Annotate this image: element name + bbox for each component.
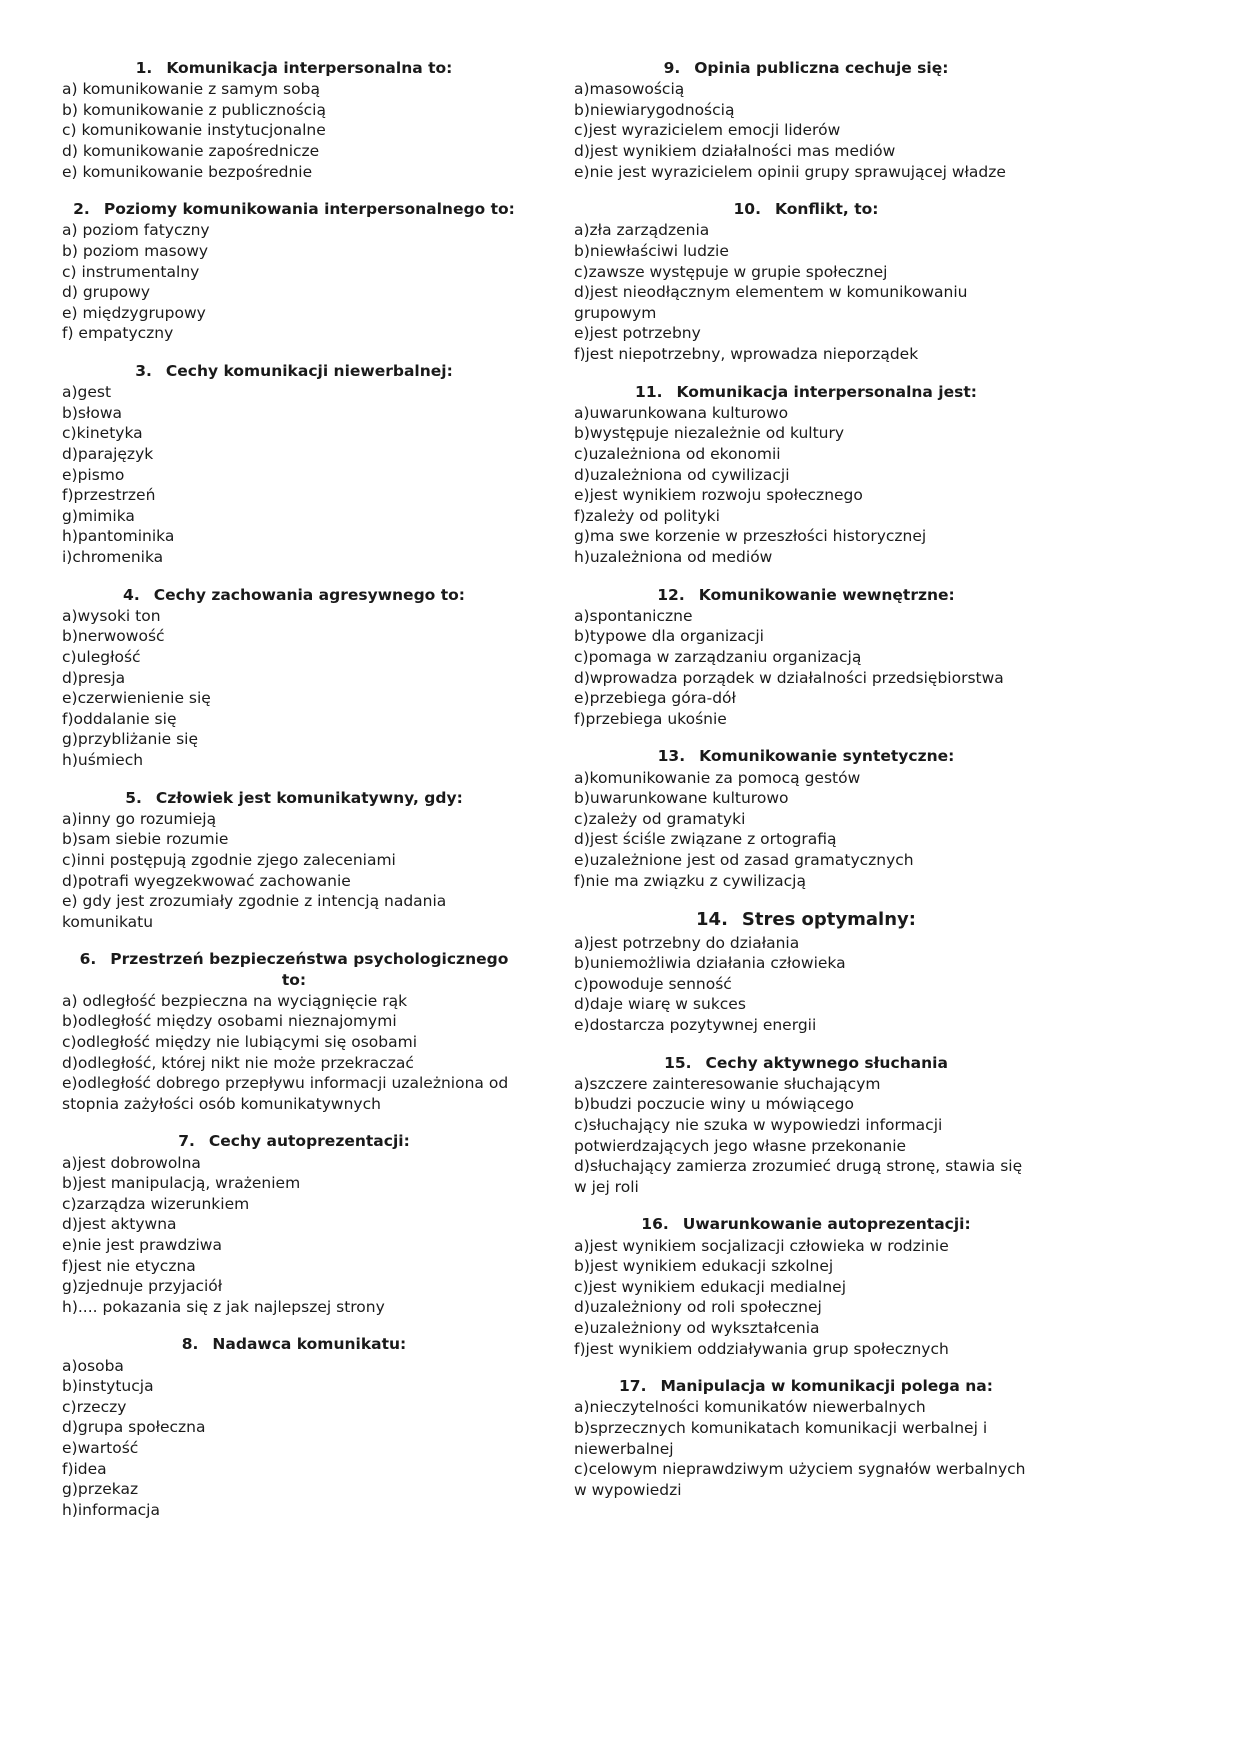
answer-option: a) odległość bezpieczna na wyciągnięcie rąk <box>62 991 408 1010</box>
question-title <box>62 361 526 381</box>
question-number: 3. <box>135 361 152 380</box>
answer-option: d)odległość, której nikt nie może przekraczać <box>62 1053 414 1072</box>
answer-option: c)jest wyrazicielem emocji liderów <box>574 121 841 140</box>
answer-option: a)osoba <box>62 1356 124 1375</box>
question-number: 6. <box>79 950 97 969</box>
answer-option: d)uzależniona od cywilizacji <box>574 465 790 484</box>
answer-option: b)niewłaściwi ludzie <box>574 241 729 260</box>
question-title <box>62 788 526 808</box>
answer-option: f)przestrzeń <box>62 486 156 505</box>
answer-option: c) instrumentalny <box>62 262 200 281</box>
answer-option: i)chromenika <box>62 548 164 566</box>
question-number: 1. <box>135 59 153 77</box>
question-text: Komunikacja interpersonalna jest: <box>676 382 977 401</box>
question-title <box>574 585 1038 605</box>
question-title <box>574 382 1038 402</box>
question-title <box>574 199 1038 219</box>
answer-option: b)sam siebie rozumie <box>62 830 229 849</box>
question-block <box>62 585 526 771</box>
question-block <box>574 382 1038 568</box>
answer-option: a)nieczytelności komunikatów niewerbalnych <box>574 1398 926 1417</box>
question-number: 15. <box>664 1053 692 1072</box>
answer-option: a)masowością <box>574 80 685 99</box>
answer-option: d)jest aktywna <box>62 1215 177 1234</box>
question-block <box>574 1053 1038 1198</box>
question-number: 2. <box>73 200 90 219</box>
answer-option: d) grupowy <box>62 283 151 302</box>
question-title <box>62 58 526 78</box>
question-text: Cechy komunikacji niewerbalnej: <box>165 361 453 380</box>
question-block <box>62 949 526 1114</box>
answer-option: e)uzależniony od wykształcenia <box>574 1319 820 1338</box>
answer-option: e)dostarcza pozytywnej energii <box>574 1016 817 1035</box>
answer-option: g)ma swe korzenie w przeszłości historycznej <box>574 527 927 546</box>
question-title <box>62 1131 526 1151</box>
question-number: 12. <box>657 585 685 604</box>
answer-option: e)wartość <box>62 1438 139 1457</box>
answer-option: d)uzależniony od roli społecznej <box>574 1298 822 1317</box>
answer-option: a)wysoki ton <box>62 606 161 625</box>
answer-option: c)słuchający nie szuka w wypowiedzi informacji potwierdzających jego własne przekonanie <box>574 1116 943 1155</box>
left-column <box>62 58 526 1537</box>
question-block <box>574 199 1038 364</box>
answer-option: a)uwarunkowana kulturowo <box>574 403 789 422</box>
question-text: Przestrzeń bezpieczeństwa psychologicznego to: <box>110 950 509 989</box>
answer-option: a)jest dobrowolna <box>62 1153 201 1172</box>
answer-option: d)daje wiarę w sukces <box>574 995 746 1014</box>
question-text: Nadawca komunikatu: <box>212 1335 407 1354</box>
question-title <box>574 1214 1038 1234</box>
question-number: 14. <box>696 909 728 931</box>
answer-option: g)zjednuje przyjaciół <box>62 1277 223 1296</box>
answer-option: c)odległość między nie lubiącymi się osobami <box>62 1032 418 1051</box>
answer-option: e) gdy jest zrozumiały zgodnie z intencją nadania komunikatu <box>62 892 447 931</box>
question-text: Cechy autoprezentacji: <box>208 1132 410 1151</box>
question-block <box>62 1131 526 1317</box>
answer-option: g)przekaz <box>62 1480 139 1499</box>
answer-option: c)celowym nieprawdziwym użyciem sygnałów werbalnych w wypowiedzi <box>574 1460 1026 1499</box>
answer-option: e)nie jest wyrazicielem opinii grupy sprawującej władze <box>574 162 1006 181</box>
answer-option: b)uniemożliwia działania człowieka <box>574 954 846 973</box>
question-text: Opinia publiczna cechuje się: <box>694 59 949 77</box>
question-text: Poziomy komunikowania interpersonalnego to: <box>103 200 515 219</box>
answer-option: b)uwarunkowane kulturowo <box>574 789 789 808</box>
question-title <box>62 1334 526 1354</box>
question-block <box>574 1376 1038 1500</box>
answer-option: a)inny go rozumieją <box>62 809 217 828</box>
answer-option: c)powoduje senność <box>574 974 732 993</box>
answer-option: f)idea <box>62 1459 107 1478</box>
question-title <box>62 199 526 219</box>
answer-option: c)kinetyka <box>62 424 143 443</box>
answer-option: g)przybliżanie się <box>62 730 199 749</box>
answer-option: d)jest nieodłącznym elementem w komunikowaniu grupowym <box>574 283 968 322</box>
two-column-layout <box>62 58 1178 1537</box>
question-block <box>574 58 1038 182</box>
answer-option: c)zawsze występuje w grupie społecznej <box>574 262 888 281</box>
answer-option: f)jest nie etyczna <box>62 1256 196 1275</box>
answer-option: f)jest niepotrzebny, wprowadza nieporządek <box>574 344 919 363</box>
question-number: 17. <box>619 1377 647 1396</box>
answer-option: c)pomaga w zarządzaniu organizacją <box>574 647 862 666</box>
answer-option: e)uzależnione jest od zasad gramatycznych <box>574 850 914 869</box>
question-number: 5. <box>125 788 142 807</box>
answer-option: e)jest wynikiem rozwoju społecznego <box>574 486 863 505</box>
answer-option: a) komunikowanie z samym sobą <box>62 80 320 99</box>
answer-option: b)nerwowość <box>62 627 165 646</box>
answer-option: e)pismo <box>62 465 125 484</box>
answer-option: e) międzygrupowy <box>62 303 206 322</box>
question-text: Manipulacja w komunikacji polega na: <box>660 1377 993 1396</box>
answer-option: d)presja <box>62 668 126 687</box>
question-text: Komunikowanie wewnętrzne: <box>698 585 955 604</box>
answer-option: h)pantominika <box>62 527 175 546</box>
answer-option: f)nie ma związku z cywilizacją <box>574 871 806 890</box>
answer-option: a)komunikowanie za pomocą gestów <box>574 768 861 787</box>
question-text: Cechy zachowania agresywnego to: <box>153 585 465 604</box>
question-number: 9. <box>663 59 681 77</box>
answer-option: c)inni postępują zgodnie zjego zaleceniami <box>62 850 396 869</box>
answer-option: b)występuje niezależnie od kultury <box>574 424 845 443</box>
question-block <box>62 1334 526 1520</box>
answer-option: c)uległość <box>62 647 141 666</box>
question-text: Stres optymalny: <box>741 909 916 931</box>
answer-option: e)odległość dobrego przepływu informacji uzależniona od stopnia zażyłości osób komunikatywnych <box>62 1074 509 1113</box>
answer-option: d)jest ściśle związane z ortografią <box>574 830 837 849</box>
answer-option: e)jest potrzebny <box>574 324 701 343</box>
answer-option: b) komunikowanie z publicznością <box>62 100 326 119</box>
answer-option: d)parajęzyk <box>62 444 154 463</box>
answer-option: b)jest manipulacją, wrażeniem <box>62 1174 301 1193</box>
answer-option: b)instytucja <box>62 1377 154 1396</box>
answer-option: h)uśmiech <box>62 751 144 770</box>
answer-option: b)słowa <box>62 403 123 422</box>
answer-option: c)rzeczy <box>62 1397 127 1416</box>
question-number: 16. <box>641 1215 669 1234</box>
question-block <box>574 1214 1038 1359</box>
question-number: 7. <box>178 1132 195 1151</box>
answer-option: a)jest wynikiem socjalizacji człowieka w rodzinie <box>574 1236 949 1255</box>
question-block <box>62 199 526 344</box>
answer-option: g)mimika <box>62 506 135 525</box>
answer-option: h).... pokazania się z jak najlepszej strony <box>62 1297 385 1316</box>
answer-option: b) poziom masowy <box>62 241 209 260</box>
question-text: Konflikt, to: <box>774 200 879 219</box>
question-block <box>574 746 1038 891</box>
answer-option: e)nie jest prawdziwa <box>62 1235 222 1254</box>
question-text: Człowiek jest komunikatywny, gdy: <box>155 788 463 807</box>
question-title <box>62 585 526 605</box>
question-title <box>574 1376 1038 1396</box>
answer-option: c)zależy od gramatyki <box>574 809 746 828</box>
answer-option: a)zła zarządzenia <box>574 221 710 240</box>
answer-option: d)słuchający zamierza zrozumieć drugą stronę, stawia się w jej roli <box>574 1157 1023 1196</box>
answer-option: b)sprzecznych komunikatach komunikacji werbalnej i niewerbalnej <box>574 1418 988 1458</box>
question-number: 13. <box>657 747 686 766</box>
answer-option: b)niewiarygodnością <box>574 100 735 119</box>
answer-option: d)grupa społeczna <box>62 1418 206 1437</box>
answer-option: a)szczere zainteresowanie słuchającym <box>574 1074 881 1093</box>
answer-option: a)spontaniczne <box>574 606 693 625</box>
question-title <box>574 58 1038 78</box>
answer-option: h)uzależniona od mediów <box>574 548 773 566</box>
answer-option: h)informacja <box>62 1500 160 1519</box>
answer-option: a)jest potrzebny do działania <box>574 933 800 952</box>
question-title <box>574 746 1038 766</box>
question-block <box>574 585 1038 730</box>
answer-option: e)przebiega góra-dół <box>574 689 736 708</box>
answer-option: d)potrafi wyegzekwować zachowanie <box>62 871 351 890</box>
answer-option: f)przebiega ukośnie <box>574 709 727 728</box>
answer-option: b)odległość między osobami nieznajomymi <box>62 1012 397 1031</box>
answer-option: e) komunikowanie bezpośrednie <box>62 162 313 181</box>
answer-option: f)oddalanie się <box>62 709 177 728</box>
answer-option: f) empatyczny <box>62 324 174 343</box>
question-text: Uwarunkowanie autoprezentacji: <box>682 1215 971 1234</box>
question-title <box>574 1053 1038 1073</box>
answer-option: c)uzależniona od ekonomii <box>574 444 781 463</box>
question-block <box>574 908 1038 1035</box>
answer-option: d) komunikowanie zapośrednicze <box>62 141 320 160</box>
answer-option: f)zależy od polityki <box>574 506 720 525</box>
question-number: 10. <box>733 200 761 219</box>
right-column <box>574 58 1038 1517</box>
answer-option: b)budzi poczucie winy u mówiącego <box>574 1095 854 1114</box>
answer-option: c)zarządza wizerunkiem <box>62 1194 250 1213</box>
question-block <box>62 361 526 568</box>
answer-option: d)wprowadza porządek w działalności przedsiębiorstwa <box>574 668 1004 687</box>
question-block <box>62 58 526 182</box>
question-number: 8. <box>181 1335 199 1354</box>
answer-option: a) poziom fatyczny <box>62 221 210 240</box>
answer-option: d)jest wynikiem działalności mas mediów <box>574 141 896 160</box>
answer-option: f)jest wynikiem oddziaływania grup społecznych <box>574 1339 949 1358</box>
question-title <box>574 908 1038 931</box>
answer-option: c) komunikowanie instytucjonalne <box>62 121 326 140</box>
question-text: Cechy aktywnego słuchania <box>705 1053 948 1072</box>
answer-option: c)jest wynikiem edukacji medialnej <box>574 1277 847 1296</box>
answer-option: e)czerwienienie się <box>62 689 211 708</box>
question-text: Komunikacja interpersonalna to: <box>166 59 453 77</box>
question-title <box>62 949 526 989</box>
question-number: 4. <box>123 585 140 604</box>
answer-option: b)typowe dla organizacji <box>574 627 764 646</box>
answer-option: b)jest wynikiem edukacji szkolnej <box>574 1257 834 1276</box>
answer-option: a)gest <box>62 383 112 402</box>
question-block <box>62 788 526 933</box>
question-number: 11. <box>635 382 663 401</box>
question-text: Komunikowanie syntetyczne: <box>699 747 955 766</box>
